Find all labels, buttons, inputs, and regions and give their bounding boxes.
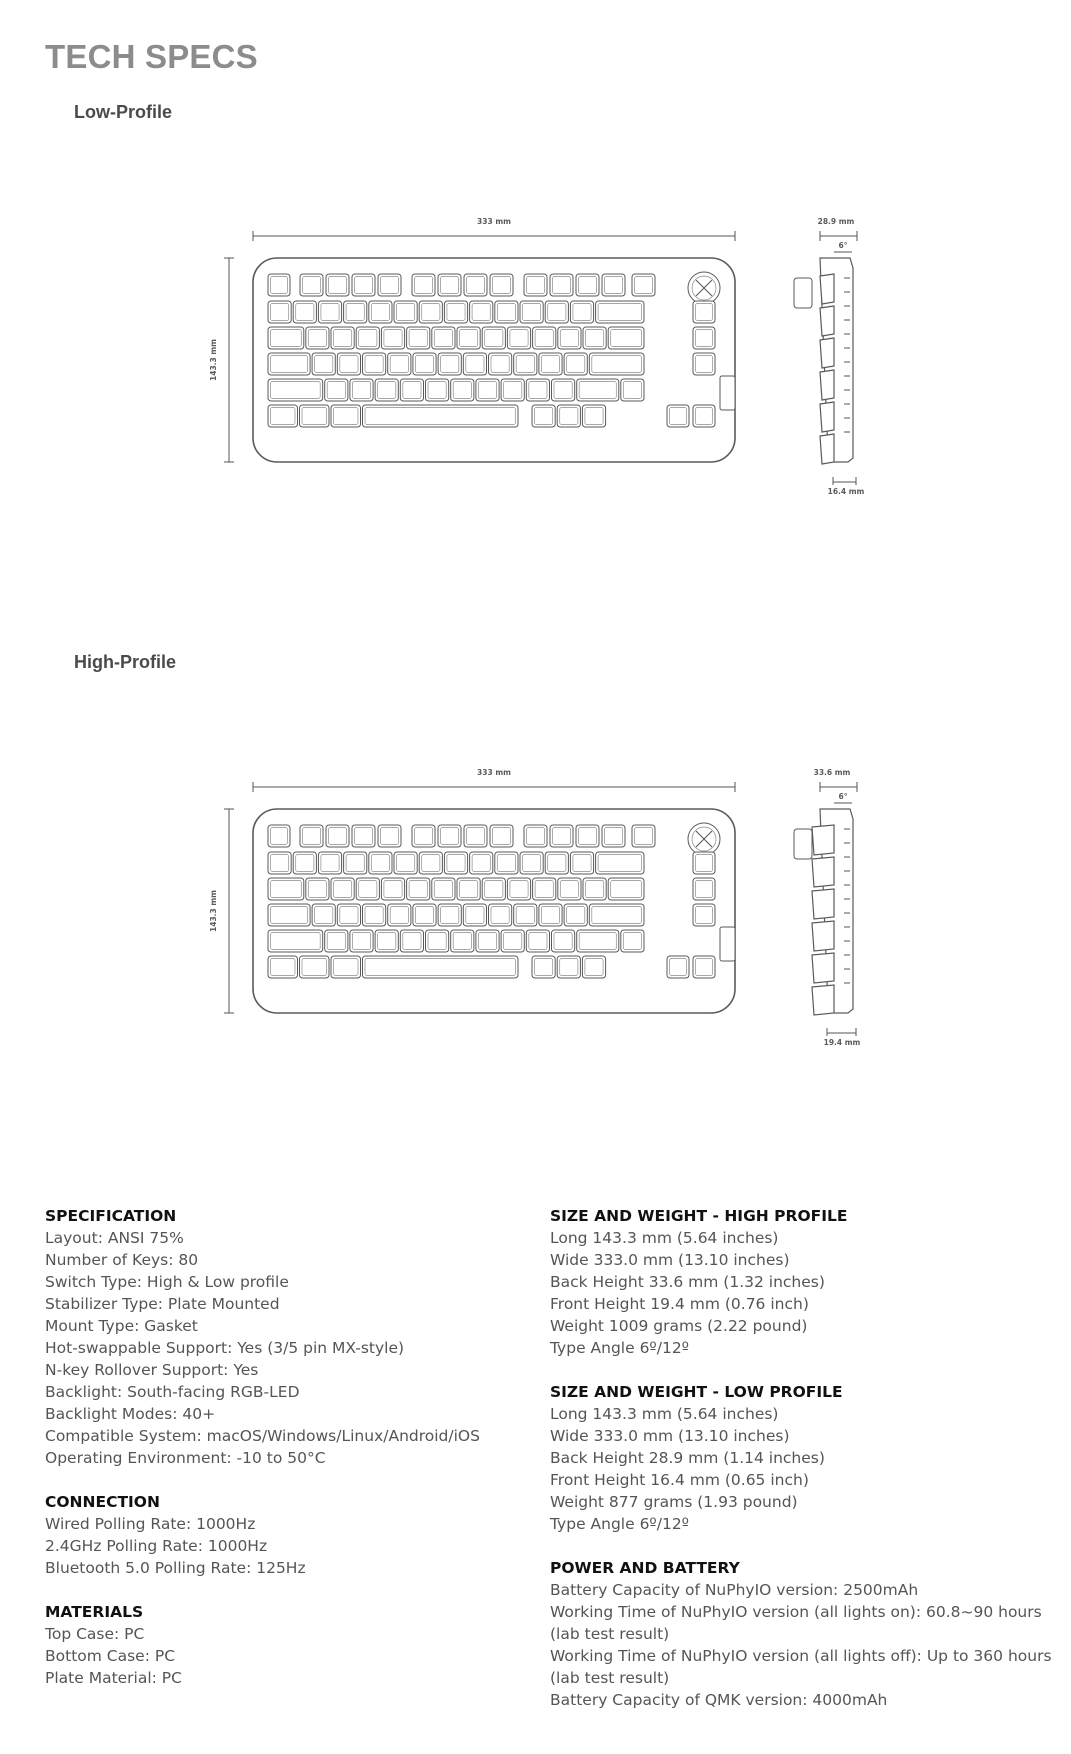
keyboard-diagram-low	[0, 200, 1071, 500]
spec-section	[45, 1601, 545, 1689]
spec-line: N-key Rollover Support: Yes	[45, 1361, 259, 1379]
dim-angle: 6°	[838, 241, 848, 250]
spec-section	[45, 1491, 545, 1579]
spec-line: Type Angle 6º/12º	[550, 1515, 689, 1533]
spec-line: Number of Keys: 80	[45, 1251, 199, 1269]
dim-back-height: 28.9 mm	[817, 217, 855, 226]
spec-line: 2.4GHz Polling Rate: 1000Hz	[45, 1537, 268, 1555]
spec-section-title: SIZE AND WEIGHT - HIGH PROFILE	[550, 1207, 848, 1225]
dim-front-height: 19.4 mm	[823, 1038, 861, 1047]
spec-section-title: POWER AND BATTERY	[550, 1559, 740, 1577]
spec-line: Wide 333.0 mm (13.10 inches)	[550, 1251, 790, 1269]
spec-line: Long 143.3 mm (5.64 inches)	[550, 1229, 779, 1247]
dim-angle: 6°	[838, 792, 848, 801]
spec-line: Weight 877 grams (1.93 pound)	[550, 1493, 798, 1511]
spec-line: Wide 333.0 mm (13.10 inches)	[550, 1427, 790, 1445]
spec-line: Back Height 28.9 mm (1.14 inches)	[550, 1449, 825, 1467]
spec-line: Battery Capacity of NuPhyIO version: 2500mAh	[550, 1581, 919, 1599]
keyboard-diagram-high	[0, 751, 1071, 1051]
spec-line: Top Case: PC	[45, 1625, 145, 1643]
spec-section	[550, 1381, 1070, 1535]
spec-line: Back Height 33.6 mm (1.32 inches)	[550, 1273, 825, 1291]
keyboard-side-view	[794, 258, 853, 464]
spec-line: Compatible System: macOS/Windows/Linux/Android/iOS	[45, 1427, 480, 1445]
spec-line: Layout: ANSI 75%	[45, 1229, 184, 1247]
spec-line: Bottom Case: PC	[45, 1647, 176, 1665]
dim-width: 333 mm	[477, 768, 511, 777]
keyboard-top-view	[253, 809, 735, 1013]
keyboard-drawing-low	[0, 200, 1071, 500]
spec-section-title: CONNECTION	[45, 1493, 160, 1511]
spec-line: Operating Environment: -10 to 50°C	[45, 1449, 326, 1467]
profile-label-high: High-Profile	[74, 652, 176, 672]
spec-line: Wired Polling Rate: 1000Hz	[45, 1515, 256, 1533]
keyboard-top-view	[253, 258, 735, 462]
profile-label-low: Low-Profile	[74, 102, 172, 122]
spec-line: Hot-swappable Support: Yes (3/5 pin MX-style)	[45, 1339, 405, 1357]
spec-line: Stabilizer Type: Plate Mounted	[45, 1295, 280, 1313]
keyboard-side-view	[794, 809, 853, 1015]
spec-section	[45, 1205, 545, 1469]
dim-length: 143.3 mm	[209, 339, 218, 381]
dim-width: 333 mm	[477, 217, 511, 226]
spec-line: Long 143.3 mm (5.64 inches)	[550, 1405, 779, 1423]
specs-column-right	[550, 1205, 1070, 1733]
spec-line: Working Time of NuPhyIO version (all lights on): 60.8~90 hours (lab test result)	[550, 1603, 1042, 1643]
specs-column-left	[45, 1205, 545, 1711]
spec-line: Plate Material: PC	[45, 1669, 182, 1687]
spec-section	[550, 1205, 1070, 1359]
spec-line: Weight 1009 grams (2.22 pound)	[550, 1317, 808, 1335]
spec-section	[550, 1557, 1070, 1711]
spec-line: Front Height 19.4 mm (0.76 inch)	[550, 1295, 809, 1313]
spec-line: Backlight Modes: 40+	[45, 1405, 216, 1423]
spec-line: Front Height 16.4 mm (0.65 inch)	[550, 1471, 809, 1489]
spec-line: Mount Type: Gasket	[45, 1317, 198, 1335]
spec-line: Switch Type: High & Low profile	[45, 1273, 289, 1291]
spec-line: Battery Capacity of QMK version: 4000mAh	[550, 1691, 888, 1709]
keyboard-drawing-high	[0, 751, 1071, 1051]
spec-section-title: SPECIFICATION	[45, 1207, 177, 1225]
dim-back-height: 33.6 mm	[813, 768, 851, 777]
spec-section-title: MATERIALS	[45, 1603, 144, 1621]
spec-section-title: SIZE AND WEIGHT - LOW PROFILE	[550, 1383, 843, 1401]
spec-line: Working Time of NuPhyIO version (all lights off): Up to 360 hours (lab test result)	[550, 1647, 1052, 1687]
spec-line: Type Angle 6º/12º	[550, 1339, 689, 1357]
spec-line: Backlight: South-facing RGB-LED	[45, 1383, 300, 1401]
page-title: TECH SPECS	[45, 38, 258, 75]
dim-front-height: 16.4 mm	[827, 487, 865, 496]
spec-line: Bluetooth 5.0 Polling Rate: 125Hz	[45, 1559, 306, 1577]
dim-length: 143.3 mm	[209, 890, 218, 932]
